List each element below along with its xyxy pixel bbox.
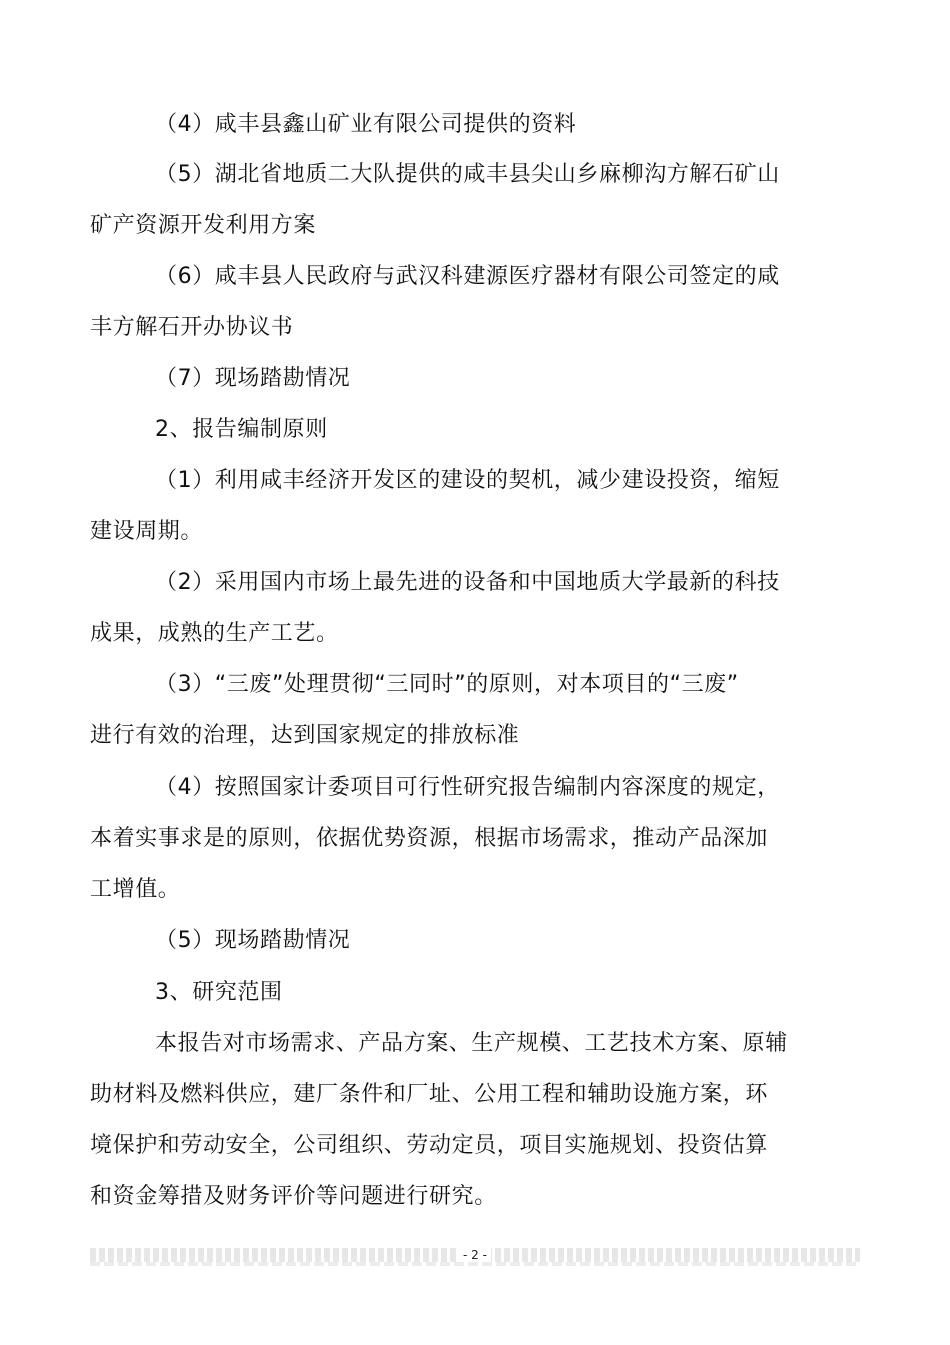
principle-item-4: （4）按照国家计委项目可行性研究报告编制内容深度的规定， [155,775,780,800]
scope-paragraph-line-3: 境保护和劳动安全，公司组织、劳动定员，项目实施规划、投资估算 [90,1133,769,1158]
principle-item-1-cont: 建设周期。 [90,519,204,544]
scope-paragraph-line-4: 和资金筹措及财务评价等问题进行研究。 [90,1184,497,1209]
list-item-source-6: （6）咸丰县人民政府与武汉科建源医疗器材有限公司签定的咸 [155,264,780,289]
principle-item-2: （2）采用国内市场上最先进的设备和中国地质大学最新的科技 [155,570,780,595]
list-item-source-5-cont: 矿产资源开发利用方案 [90,213,317,238]
principle-item-1: （1）利用咸丰经济开发区的建设的契机，减少建设投资，缩短 [155,468,780,493]
section-heading-principles: 2、报告编制原则 [155,417,328,442]
section-heading-scope: 3、研究范围 [155,980,283,1005]
scope-paragraph-line-1: 本报告对市场需求、产品方案、生产规模、工艺技术方案、原辅 [155,1031,788,1056]
principle-item-2-cont: 成果，成熟的生产工艺。 [90,621,339,646]
page-number [0,1247,950,1263]
page-number-text: - 2 - [459,1248,491,1262]
principle-item-4-cont: 本着实事求是的原则，依据优势资源，根据市场需求，推动产品深加 [90,826,769,851]
scope-paragraph-line-2: 助材料及燃料供应，建厂条件和厂址、公用工程和辅助设施方案，环 [90,1082,769,1107]
principle-item-4-cont2: 工增值。 [90,877,181,902]
principle-item-3: （3）“三废”处理贯彻“三同时”的原则，对本项目的“三废” [155,672,739,697]
list-item-source-6-cont: 丰方解石开办协议书 [90,315,294,340]
principle-item-5: （5）现场踏勘情况 [155,928,351,953]
list-item-source-5: （5）湖北省地质二大队提供的咸丰县尖山乡麻柳沟方解石矿山 [155,162,780,187]
principle-item-3-cont: 进行有效的治理，达到国家规定的排放标准 [90,723,520,748]
list-item-source-4: （4）咸丰县鑫山矿业有限公司提供的资料 [155,112,577,137]
list-item-source-7: （7）现场踏勘情况 [155,366,351,391]
